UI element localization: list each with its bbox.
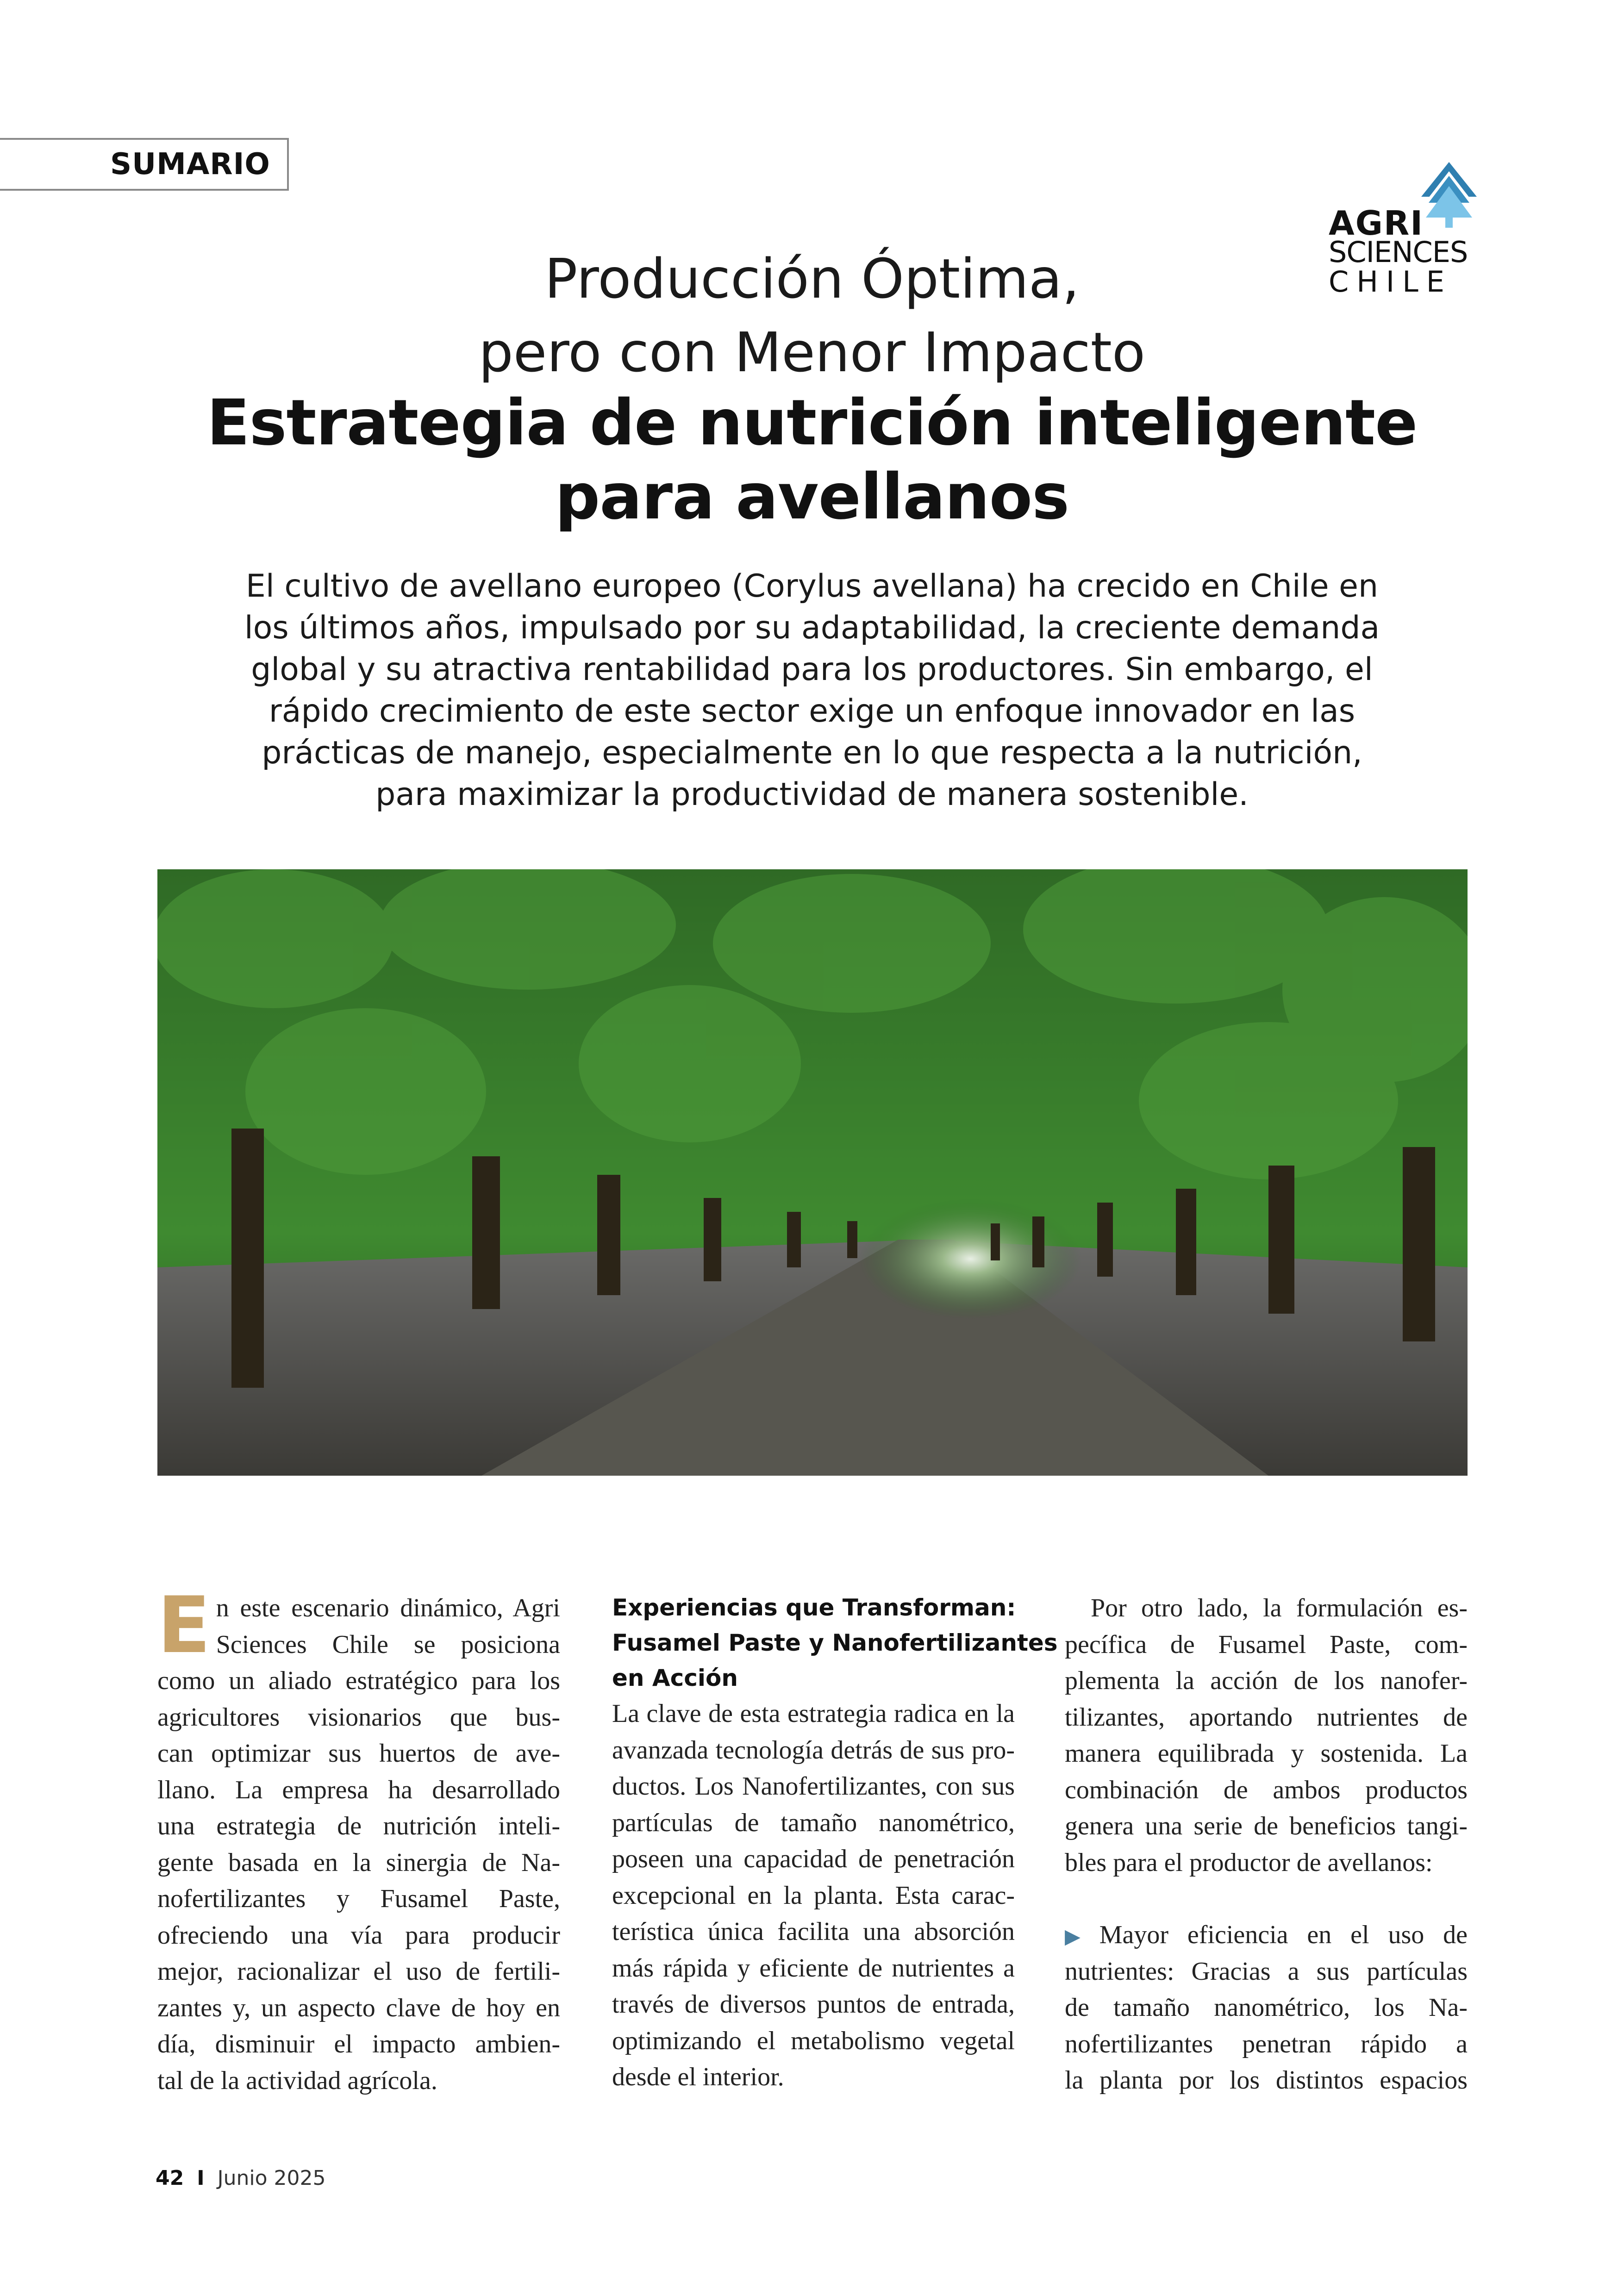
page-number: 42 [156, 2166, 184, 2190]
body-line: Sciences Chile se posiciona [216, 1630, 560, 1659]
lead-line: El cultivo de avellano europeo (Corylus avellana) ha crecido en Chile en [245, 568, 1379, 605]
body-line: manera equilibrada y sostenida. La [1065, 1739, 1468, 1768]
body-line: nofertilizantes penetran rápido a [1065, 2029, 1468, 2058]
subhead-line: Fusamel Paste y Nanofertilizantes [612, 1629, 1058, 1656]
body-line: optimizando el metabolismo vegetal [612, 2026, 1015, 2055]
subhead-line: en Acción [612, 1665, 738, 1691]
body-line: gente basada en la sinergia de Na- [157, 1848, 560, 1877]
logo-line-agri: AGRI [1329, 204, 1424, 243]
body-line: tilizantes, aportando nutrientes de [1065, 1703, 1468, 1732]
orchard-photo [157, 869, 1468, 1476]
body-line: día, disminuir el impacto ambien- [157, 2030, 560, 2058]
body-line: ductos. Los Nanofertilizantes, con sus [612, 1772, 1015, 1801]
bullet-text: Gracias a sus partículas [1174, 1957, 1468, 1986]
footer-separator: I [197, 2166, 205, 2190]
body-line: excepcional en la planta. Esta carac- [612, 1881, 1015, 1910]
bullet-line [1065, 1917, 1468, 1953]
bullet-lead-cont: nutrientes: [1065, 1957, 1174, 1986]
body-line: de tamaño nanométrico, los Na- [1065, 1993, 1468, 2022]
body-line: zantes y, un aspecto clave de hoy en [157, 1993, 560, 2022]
body-line: can optimizar sus huertos de ave- [157, 1739, 560, 1768]
section-tab [0, 138, 289, 191]
body-line: Por otro lado, la formulación es- [1091, 1594, 1468, 1622]
body-line: genera una serie de beneficios tangi- [1065, 1812, 1468, 1840]
body-line: más rápida y eficiente de nutrientes a [612, 1953, 1015, 1983]
body-line: avanzada tecnología detrás de sus pro- [612, 1735, 1015, 1765]
body-column-1 [157, 1580, 560, 2099]
section-tab-label: SUMARIO [110, 147, 270, 181]
body-line: mejor, racionalizar el uso de fertili- [157, 1957, 560, 1986]
title-line-1: Estrategia de nutrición inteligente [206, 387, 1418, 460]
logo-line-chile: CHILE [1329, 265, 1452, 299]
lead-paragraph [222, 566, 1402, 816]
body-line: terística única facilita una absorción [612, 1917, 1015, 1946]
bullet-lead: Mayor eficiencia en el uso de [1099, 1921, 1468, 1949]
body-line: combinación de ambos productos [1065, 1775, 1468, 1804]
body-line: n este escenario dinámico, Agri [216, 1594, 560, 1622]
body-line: poseen una capacidad de penetración [612, 1845, 1015, 1873]
tree-icon [1421, 162, 1477, 231]
body-line: tal de la actividad agrícola. [157, 2066, 437, 2095]
body-line: ofreciendo una vía para producir [157, 1921, 560, 1950]
body-line: la planta por los distintos espacios [1065, 2066, 1468, 2095]
triangle-bullet-icon: ▶ [1065, 1925, 1093, 1948]
body-line: una estrategia de nutrición inteli- [157, 1812, 560, 1840]
body-line: como un aliado estratégico para los [157, 1666, 560, 1695]
lead-line: global y su atractiva rentabilidad para los productores. Sin embargo, el [251, 651, 1373, 688]
body-line: bles para el productor de avellanos: [1065, 1848, 1433, 1877]
drop-cap: E [157, 1580, 211, 1671]
body-column-2 [612, 1590, 1058, 2095]
subhead-line: Experiencias que Transforman: [612, 1594, 1016, 1621]
body-line: La clave de esta estrategia radica en la [612, 1699, 1015, 1728]
lead-line: rápido crecimiento de este sector exige un enfoque innovador en las [269, 693, 1355, 730]
body-line: agricultores visionarios que bus- [157, 1703, 560, 1732]
page-footer [156, 2166, 325, 2190]
title-line-2: para avellanos [555, 461, 1069, 534]
body-line: nofertilizantes y Fusamel Paste, [157, 1884, 560, 1913]
body-line: partículas de tamaño nanométrico, [612, 1808, 1015, 1837]
body-line: través de diversos puntos de entrada, [612, 1990, 1015, 2019]
body-line: desde el interior. [612, 2063, 784, 2091]
bullet-line [1065, 1953, 1468, 1990]
issue-date: Junio 2025 [217, 2166, 326, 2190]
kicker-line-1: Producción Óptima, [544, 247, 1080, 311]
body-line: plementa la acción de los nanofer- [1065, 1666, 1468, 1695]
lead-line: los últimos años, impulsado por su adaptabilidad, la creciente demanda [244, 610, 1380, 646]
body-column-3 [1065, 1590, 1468, 2099]
logo-line-sciences: SCIENCES [1329, 235, 1468, 269]
lead-line: para maximizar la productividad de manera sostenible. [375, 776, 1249, 813]
lead-line: prácticas de manejo, especialmente en lo que respecta a la nutrición, [262, 735, 1362, 771]
kicker-line-2: pero con Menor Impacto [478, 320, 1146, 384]
body-line: pecífica de Fusamel Paste, com- [1065, 1630, 1468, 1659]
body-line: llano. La empresa ha desarrollado [157, 1775, 560, 1804]
